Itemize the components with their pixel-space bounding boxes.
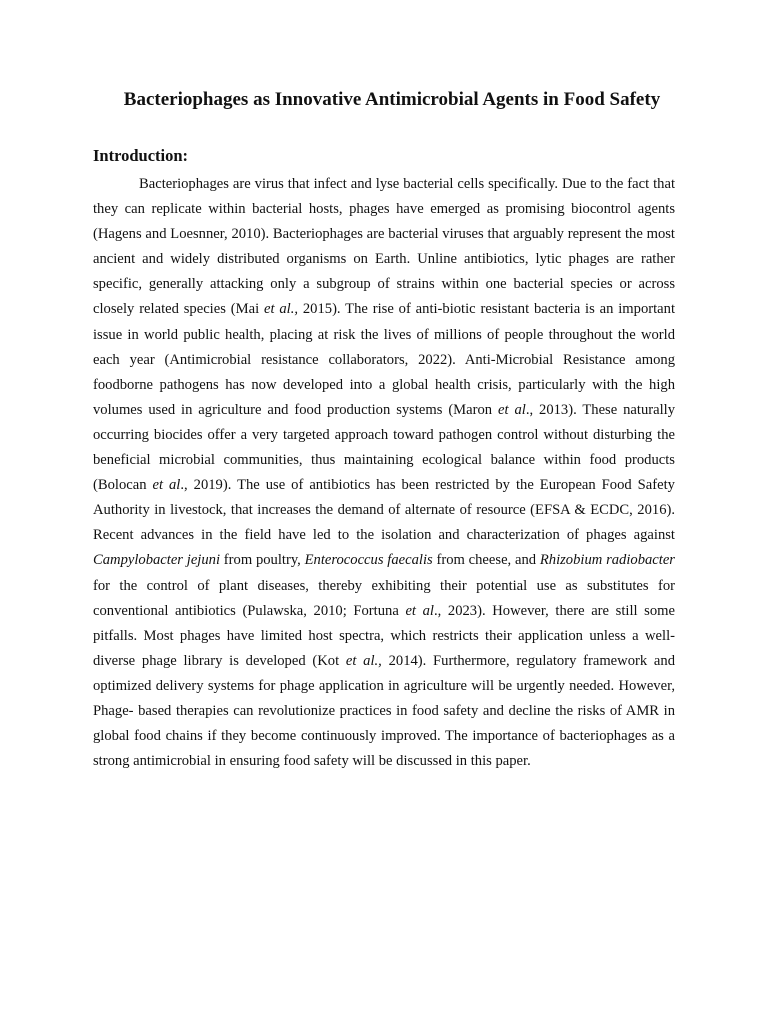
paragraph-segment-italic: et al (405, 602, 434, 619)
paragraph-segment: Bacteriophages are virus that infect and lyse bacterial cells specifically. Due to the fact that they can replicate within bacterial hosts, phages have emerged as promising biocontrol agents (Hagens and Loesnner, 2010). Bacteriophages are bacterial viruses that arguably represent the most ancient and widely distributed organisms on Earth. Unline antibiotics, lytic phages are rather specific, generally attacking only a subgroup of strains within one bacterial species or across closely related species (Mai (93, 176, 675, 318)
paragraph-segment-italic: Enterococcus faecalis (304, 552, 433, 569)
paragraph-segment: ., 2013). These naturally occurring biocides offer a very targeted approach toward pathogen control without disturbing the beneficial microbial communities, thus maintaining ecological balance within food products (Bolocan (93, 401, 675, 494)
paragraph-segment-italic: Campylobacter jejuni (93, 552, 221, 569)
section-heading-introduction: Introduction: (93, 146, 189, 165)
paragraph-segment: from cheese, and (432, 552, 540, 569)
paragraph-segment-italic: et al., (263, 301, 299, 318)
paragraph-segment: ., 2023). However, there are still some pitfalls. Most phages have limited host spectra, which restricts their application unless a well-diverse phage library is developed (Kot (93, 602, 675, 669)
paragraph-segment-italic: et al (152, 477, 181, 494)
paragraph-segment: 2015). The rise of anti-biotic resistant bacteria is an important issue in world public health, placing at risk the lives of millions of people throughout the world each year (Antimicrobial resistance collaborators, 2022). Anti-Microbial Resistance among foodborne pathogens has now developed into a global health crisis, particularly with the high volumes used in agriculture and food production systems (Maron (93, 301, 675, 418)
paragraph-segment-italic: et al., (345, 652, 382, 669)
paragraph-segment-italic: et al (498, 401, 526, 418)
paragraph-segment: 2014). Furthermore, regulatory framework and optimized delivery systems for phage application in agriculture will be urgently needed. However, Phage- based therapies can revolutionize practices in food safety and decline the risks of AMR in global food chains if they become continuously improved. The importance of bacteriophages as a strong antimicrobial in ensuring food safety will be discussed in this paper. (93, 652, 675, 770)
introduction-paragraph (93, 172, 675, 774)
paragraph-segment-italic: Rhizobium radiobacter (539, 552, 675, 569)
paragraph-segment: from poultry, (220, 552, 305, 569)
paragraph-segment: ., 2019). The use of antibiotics has been restricted by the European Food Safety Authority in livestock, that increases the demand of alternate of resource (EFSA & ECDC, 2016). Recent advances in the field have led to the isolation and characterization of phages against (93, 477, 675, 544)
document-title: Bacteriophages as Innovative Antimicrobial Agents in Food Safety (123, 89, 661, 110)
paragraph-segment: for the control of plant diseases, thereby exhibiting their potential use as substitutes for conventional antibiotics (Pulawska, 2010; Fortuna (93, 577, 675, 619)
